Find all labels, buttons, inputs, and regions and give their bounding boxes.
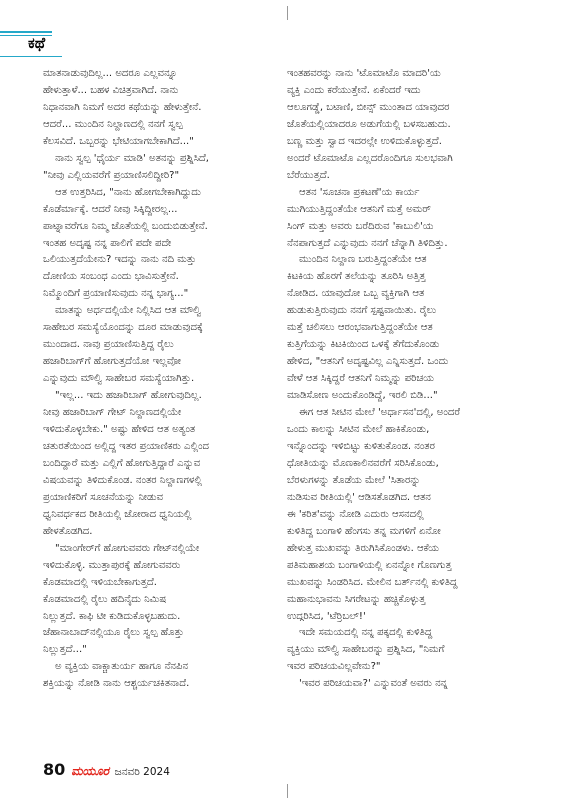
text-line: ಇವರ ಪರಿಚಯವಿಲ್ಲವೇನು?" xyxy=(287,661,381,673)
text-line: ವಿಷಯವನ್ನು ತಿಳಿದುಕೊಂಡ. ನಂತರ ನಿಲ್ದಾಣಗಳಲ್ಲಿ xyxy=(43,474,202,486)
text-line: ಬಣ್ಣ ಮತ್ತು ಸ್ವಾದ ಇದರಲ್ಲೇ ಉಳಿದುಕೊಳ್ಳುತ್ತದೆ. xyxy=(287,135,442,147)
text-line: ಮಾತನಾಡುವುದಿಲ್ಲ... ಅದರೂ ಎಲ್ಲವನ್ನೂ xyxy=(43,68,178,79)
issue-date: ಜನವರಿ 2024 xyxy=(114,766,170,778)
text-line: ಉದ್ಗರಿಸಿದ, 'ಟೆರ್ರಿಬಲ್!' xyxy=(287,610,366,622)
text-line: ಕೊಡೆರ್ಮಾಕ್ಕೆ. ಆದರೆ ನೀವು ಸಿಕ್ಕಿದ್ದೀರಲ್ಲ... xyxy=(43,203,178,215)
text-line: ಬಂದಿದ್ದಾರೆ ಮತ್ತು ಎಲ್ಲಿಗೆ ಹೋಗುತ್ತಿದ್ದಾರೆ ಎನ್ನುವ xyxy=(43,457,201,469)
text-line: ಮತ್ತೆ ಚಲಿಸಲು ಆರಂಭವಾಗುತ್ತಿದ್ದಂತೆಯೇ ಆತ xyxy=(287,322,433,334)
text-line: ಇದೇ ಸಮಯದಲ್ಲಿ ನನ್ನ ಪಕ್ಕದಲ್ಲಿ ಕುಳಿತಿದ್ದ xyxy=(299,627,433,639)
text-line: "ನೀವು ಎಲ್ಲಿಯವರೆಗೆ ಪ್ರಯಾಣಿಸಲಿದ್ದೀರಿ?" xyxy=(43,169,180,181)
magazine-logo: ಮಯೂರ xyxy=(71,764,109,778)
page-footer xyxy=(43,760,170,779)
text-line: ಕೊಡಮಾದಲ್ಲಿ ರೈಲು ಹದಿನೈದು ನಿಮಿಷ xyxy=(43,593,167,605)
text-line: ಬೆರಳುಗಳನ್ನು ತೊಡೆಯ ಮೇಲೆ 'ಸಿತಾರನ್ನು xyxy=(287,474,421,486)
text-line: 'ಇವರ ಪರಿಚಯವಾ?' ಎನ್ನುವಂತೆ ಅವರು ನನ್ನ xyxy=(299,678,448,690)
article-column-left xyxy=(43,66,290,693)
text-line: ಆದರೆ... ಮುಂದಿನ ನಿಲ್ದಾಣದಲ್ಲಿ ನನಗೆ ಸ್ವಲ್ಪ xyxy=(43,118,183,130)
text-line: ನೋಡಿದ. ಯಾವುದೋ ಒಬ್ಬ ವ್ಯಕ್ತಿಗಾಗಿ ಆತ xyxy=(287,288,425,300)
text-line: ನಾನು ಸ್ವಲ್ಪ 'ಧೈರ್ಯ ಮಾಡಿ' ಅತನನ್ನು ಪ್ರಶ್ನಿಸಿದೆ, xyxy=(55,152,209,164)
text-line: ಇಳಿದುಕೊಳ್ಳಿ. ಮುತ್ತಾಪುರಕ್ಕೆ ಹೋಗುವವರು xyxy=(43,559,181,571)
text-line: ಹಜಾರಿಬಾಗ್‌ಗೆ ಹೋಗುತ್ತದೆಯೋ ಇಲ್ಲವೋ xyxy=(43,356,181,368)
text-line: ಇಳಿದುಕೊಳ್ಳಬೇಕು." ಅಷ್ಟು ಹೇಳಿದ ಆತ ಅತ್ಯಂತ xyxy=(43,424,196,436)
text-line: ಈಗ ಆತ ಸೀಟಿನ ಮೇಲೆ 'ಅರ್ಧಾಸನ'ದಲ್ಲಿ, ಅಂದರೆ xyxy=(299,407,461,419)
text-line: ಆತ ಉತ್ತರಿಸಿದ, "ನಾನು ಹೋಗಬೇಕಾಗಿದ್ದುದು xyxy=(55,186,201,198)
text-line: ಕಿಟಕಿಯ ಹೊರಗೆ ತಲೆಯನ್ನು ತೂರಿಸಿ ಅತ್ತಿತ್ತ xyxy=(287,271,426,283)
text-line: ಹೇಳತೊಡಗಿದ. xyxy=(43,525,93,537)
text-line: ಪತಿಮಹಾಶಯ ಬಂಗಾಳಿಯಲ್ಲಿ ಏನನ್ನೋ ಗೊಣಗುತ್ತ xyxy=(287,559,452,571)
text-line: ಅ ವ್ಯಕ್ತಿಯ ವಾಕ್ಚಾತುರ್ಯ ಹಾಗೂ ನೆನಪಿನ xyxy=(55,661,189,673)
text-line: ಈ 'ಕರಿತ'ವನ್ನು ನೋಡಿ ಎದುರು ಆಸನದಲ್ಲಿ xyxy=(287,508,424,520)
text-line: ಕುಳಿತಿದ್ದ ಬಂಗಾಳಿ ಹೆಂಗಸು ತನ್ನ ಮಗಳಿಗೆ ಏನೋ xyxy=(287,525,441,537)
section-title: ಕಥೆ xyxy=(28,34,46,52)
article-column-right xyxy=(287,66,534,693)
text-line: ಬೆರೆಯುತ್ತದೆ. xyxy=(287,169,330,181)
text-line: ಜೆಹಾನಾಬಾದ್‌ನಲ್ಲಿಯೂ ರೈಲು ಸ್ವಲ್ಪ ಹೊತ್ತು xyxy=(43,627,184,639)
text-line: ನೆನಪಾಗುತ್ತದೆ ಎನ್ನುವುದು ನನಗೆ ಚೆನ್ನಾಗಿ ತಿಳಿದಿತ್ತು. xyxy=(287,237,448,249)
text-line: ಆಲೂಗಡ್ಡೆ, ಬಟಾಣಿ, ಬೀನ್ಸ್ ಮುಂತಾದ ಯಾವುದರ xyxy=(287,101,450,113)
text-line: ವ್ಯಕ್ತಿಯು ಮೌಲ್ವಿ ಸಾಹೇಬರನ್ನು ಪ್ರಶ್ನಿಸಿದ, "ನಿಮಗೆ xyxy=(287,644,445,656)
text-line: ಸಾಹೇಬರ ಸಮಸ್ಯೆಯೊಂದನ್ನು ದೂರ ಮಾಡುವುದಕ್ಕೆ xyxy=(43,322,203,334)
text-line: ಮುಗಿಯುತ್ತಿದ್ದಂತೆಯೇ ಆತನಿಗೆ ಮತ್ತೆ ಅಮರ್ xyxy=(287,203,431,215)
text-line: "ಇಲ್ಲ... ಇದು ಹಜಾರಿಬಾಗ್ ಹೋಗುವುದಿಲ್ಲ. xyxy=(55,390,202,402)
text-line: ನಿಲ್ಲುತ್ತದೆ..." xyxy=(43,644,87,656)
text-line: ಕೆಲಸವಿದೆ. ಒಬ್ಬರನ್ನು ಭೇಟಿಯಾಗಬೇಕಾಗಿದೆ..." xyxy=(43,135,194,147)
text-line: ಶಕ್ತಿಯನ್ನು ನೋಡಿ ನಾನು ಆಶ್ಚರ್ಯಚಕಿತನಾದೆ. xyxy=(43,678,190,690)
text-line: ನುಡಿಸುವ ರೀತಿಯಲ್ಲಿ' ಆಡಿಸತೊಡಗಿದ. ಆತನ xyxy=(287,491,431,503)
text-line: ಮುಂದಾದ. ನಾವು ಪ್ರಯಾಣಿಸುತ್ತಿದ್ದ ರೈಲು xyxy=(43,339,174,351)
text-line: ಧೋತಿಯನ್ನು ಮೊಣಕಾಲಿನವರೆಗೆ ಸರಿಸಿಕೊಂಡು, xyxy=(287,457,439,469)
text-line: ಮಾತನ್ನು ಅರ್ಧದಲ್ಲಿಯೇ ನಿಲ್ಲಿಸಿದ ಆತ ಮೌಲ್ವಿ xyxy=(55,305,202,317)
text-line: ಹೇಳುತ್ತಾಳೆ... ಬಹಳ ವಿಚಿತ್ರವಾಗಿದೆ. ನಾನು xyxy=(43,84,179,96)
text-line: ಹುಡುಕುತ್ತಿರುವುದು ನನಗೆ ಸ್ಪಷ್ಟವಾಯಿತು. ರೈಲು xyxy=(287,305,437,317)
text-line: ಪಾಟ್ನಾವರೆಗೂ ನಿಮ್ಮ ಜೊತೆಯಲ್ಲಿ ಬಂದುಬಿಡುತ್ತೇನೆ. xyxy=(43,220,208,232)
text-line: ಧ್ವನಿವರ್ಧಕದ ರೀತಿಯಲ್ಲಿ ಜೋರಾದ ಧ್ವನಿಯಲ್ಲಿ xyxy=(43,508,192,520)
text-line: ನಿಮ್ಮೊಂದಿಗೆ ಪ್ರಯಾಣಿಸುವುದು ನನ್ನ ಭಾಗ್ಯ..." xyxy=(43,288,189,300)
text-line: ಇಂತಹ ಅದೃಷ್ಟ ನನ್ನ ಪಾಲಿಗೆ ಪದೇ ಪದೇ xyxy=(43,237,172,249)
text-line: ಇಂತಹವರನ್ನು ನಾನು 'ಟೊಮಾಟೊ ಮಾದರಿ'ಯ xyxy=(287,68,441,79)
crop-mark-top xyxy=(287,6,288,20)
text-line: ಕೊಡಮಾದಲ್ಲಿ ಇಳಿಯಬೇಕಾಗುತ್ತದೆ. xyxy=(43,576,158,588)
text-line: ಹೇಳಿದ, "ಆತನಿಗೆ ಅದೃಷ್ಟವಿಲ್ಲ ಎನ್ನಿಸುತ್ತದೆ. ಒಂದು xyxy=(287,356,449,368)
text-line: ಇನ್ನೊಂದನ್ನು ಇಳಿಬಿಟ್ಟು ಕುಳಿತುಕೊಂಡ. ನಂತರ xyxy=(287,440,435,452)
header-underline xyxy=(0,56,62,57)
text-line: ವೇಳೆ ಆತ ಸಿಕ್ಕಿದ್ದರೆ ಆತನಿಗೆ ನಿಮ್ಮನ್ನು ಪರಿಚಯ xyxy=(287,373,435,385)
header-rule xyxy=(0,31,52,33)
text-line: ಒಂದು ಕಾಲನ್ನು ಸೀಟಿನ ಮೇಲೆ ಹಾಕಿಕೊಂಡು, xyxy=(287,424,430,436)
text-line: ಜೊತೆಯಲ್ಲಿಯಾದರೂ ಅಡುಗೆಯಲ್ಲಿ ಬಳಸಬಹುದು. xyxy=(287,118,451,130)
text-line: ಎನ್ನುವುದು ಮೌಲ್ವಿ ಸಾಹೇಬರ ಸಮಸ್ಯೆಯಾಗಿತ್ತು. xyxy=(43,373,195,385)
text-line: ಆತನ 'ಸೂಚನಾ ಪ್ರಕಟಣೆ'ಯ ಕಾರ್ಯ xyxy=(299,186,420,198)
text-line: ನಿಲ್ಲುತ್ತದೆ. ಕಾಫಿ ಟೀ ಕುಡಿದುಕೊಳ್ಳಬಹುದು. xyxy=(43,610,181,622)
text-line: ಕುತ್ತಿಗೆಯನ್ನು ಕಿಟಕಿಯಿಂದ ಒಳಕ್ಕೆ ತೆಗೆದುಕೊಂಡು xyxy=(287,339,440,351)
text-line: ನೀವು ಹಜಾರಿಬಾಗ್ ಗೇಟ್ ನಿಲ್ದಾಣದಲ್ಲಿಯೇ xyxy=(43,407,182,419)
text-line: ಪ್ರಯಾಣಿಕರಿಗೆ ಸೂಚನೆಯನ್ನು ನೀಡುವ xyxy=(43,491,164,503)
text-line: ಒಲಿಯುತ್ತದೆಯೇನು? ಇದನ್ನು ನಾನು ನದಿ ಮತ್ತು xyxy=(43,254,197,266)
crop-mark-bottom xyxy=(287,784,288,798)
text-line: "ಮಾಂಗೇರ್‌ಗೆ ಹೋಗುವವರು ಗೇಟ್‌ನಲ್ಲಿಯೇ xyxy=(55,542,200,554)
text-line: ಚತುರತೆಯಿಂದ ಅಲ್ಲಿದ್ದ ಇತರ ಪ್ರಯಾಣಿಕರು ಎಲ್ಲಿಂದ xyxy=(43,440,210,452)
text-line: ಮಹಾನುಭಾವನು ಸಿಗರೇಟನ್ನು ಹಚ್ಚಿಕೊಳ್ಳುತ್ತ xyxy=(287,593,426,605)
text-line: ಮಾಡಿಸೋಣ ಅಂದುಕೊಂಡಿದ್ದೆ, ಇರಲಿ ಬಿಡಿ..." xyxy=(287,390,438,402)
text-line: ಮುಖವನ್ನು ಸಿಂಡರಿಸಿದ. ಮೇಲಿನ ಬರ್ತ್‌ನಲ್ಲಿ ಕುಳಿತಿದ್ದ xyxy=(287,576,458,588)
text-line: ಹೇಳುತ್ತ ಮುಖವನ್ನು ತಿರುಗಿಸಿಕೊಂಡಳು. ಆಕೆಯ xyxy=(287,542,440,554)
text-line: ನಿಧಾನವಾಗಿ ನಿಮಗೆ ಅದರ ಕಥೆಯನ್ನು ಹೇಳುತ್ತೇನೆ. xyxy=(43,101,202,113)
text-line: ಸಿಂಗ್ ಮತ್ತು ಅವರು ಬರೆದಿರುವ 'ಕಾಬುಲಿ'ಯ xyxy=(287,220,434,232)
text-line: ದೋಣಿಯ ಸಂಬಂಧ ಎಂದು ಭಾವಿಸುತ್ತೇನೆ. xyxy=(43,271,179,283)
text-line: ಮುಂದಿನ ನಿಲ್ದಾಣ ಬರುತ್ತಿದ್ದಂತೆಯೇ ಆತ xyxy=(299,254,427,266)
text-line: ವ್ಯಕ್ತಿ ಎಂದು ಕರೆಯುತ್ತೇನೆ. ಏಕೆಂದರೆ ಇದು xyxy=(287,84,421,96)
text-line: ಅಂದರೆ ಟೊಮಾಟೊ ಎಲ್ಲದರೊಂದಿಗೂ ಸುಲಭವಾಗಿ xyxy=(287,152,453,164)
page-number: 80 xyxy=(43,760,66,779)
